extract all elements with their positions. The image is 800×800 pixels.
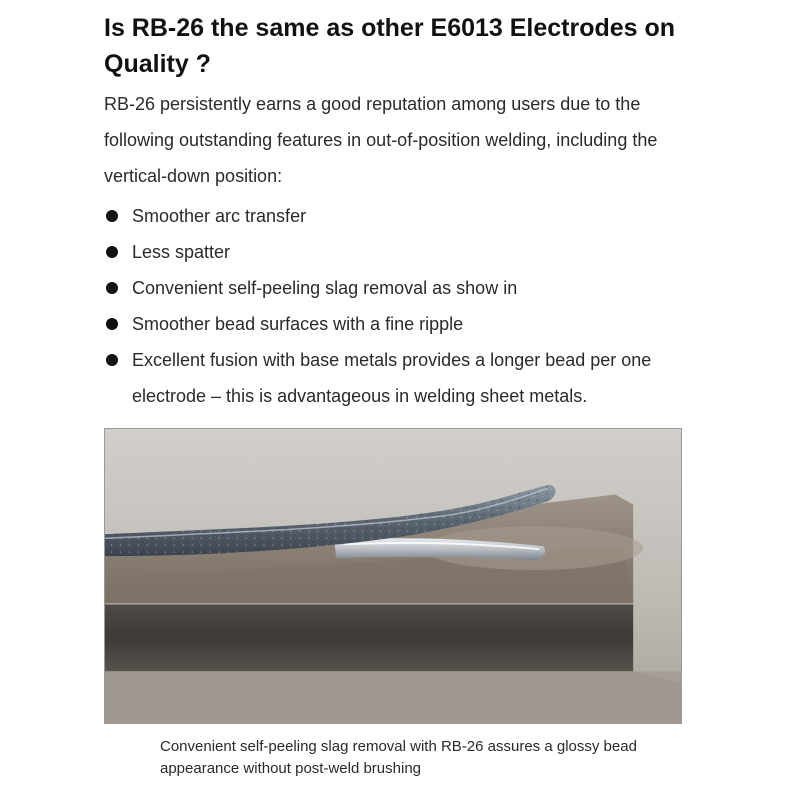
list-item-text: Smoother arc transfer <box>132 206 307 226</box>
list-item <box>104 342 704 414</box>
article-heading: Is RB-26 the same as other E6013 Electrodes on Quality ? <box>104 14 676 78</box>
list-item-text: Less spatter <box>132 242 231 262</box>
photo-caption: Convenient self-peeling slag removal with RB-26 assures a glossy bead appearance without post-weld brushing <box>160 738 637 777</box>
feature-list <box>104 198 704 414</box>
list-item-text: Convenient self-peeling slag removal as show in <box>132 278 518 298</box>
bullet-dot-icon <box>106 210 118 222</box>
list-item-text: Smoother bead surfaces with a fine ripple <box>132 314 464 334</box>
bullet-dot-icon <box>106 246 118 258</box>
bullet-dot-icon <box>106 354 118 366</box>
list-item <box>104 306 704 342</box>
list-item <box>104 234 704 270</box>
intro-paragraph: RB-26 persistently earns a good reputation among users due to the following outstanding features in out-of-position welding, including the vertical-down position: <box>104 94 658 186</box>
bullet-dot-icon <box>106 318 118 330</box>
weld-photo-illustration <box>105 429 681 723</box>
list-item <box>104 270 704 306</box>
bullet-dot-icon <box>106 282 118 294</box>
weld-photo <box>104 428 682 724</box>
list-item-text: Excellent fusion with base metals provides a longer bead per one electrode – this is advantageous in welding sheet metals. <box>132 350 652 406</box>
list-item <box>104 198 704 234</box>
